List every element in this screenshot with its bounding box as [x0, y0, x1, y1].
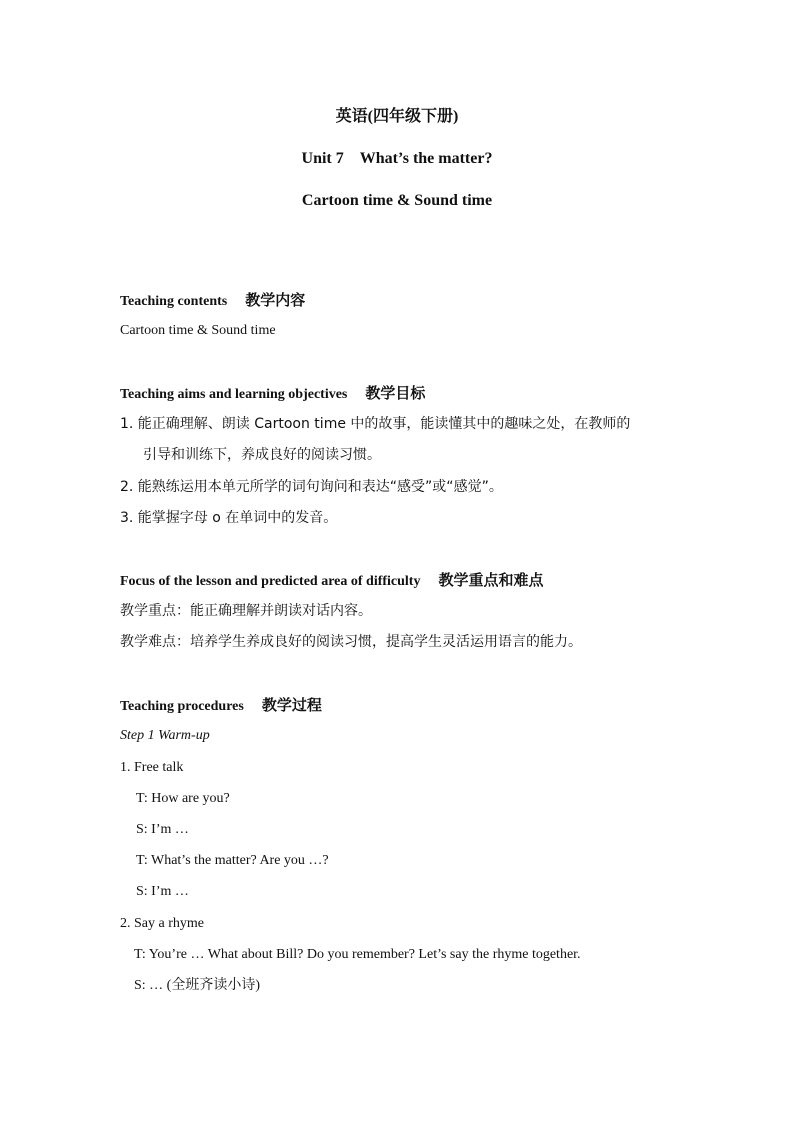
- focus-heading: [120, 571, 544, 591]
- aims-item-2: 2. 能熟练运用本单元所学的词句询问和表达“感受”或“感觉”。: [120, 479, 503, 495]
- procedures-line: T: What’s the matter? Are you …?: [136, 853, 329, 868]
- procedures-line: 1. Free talk: [120, 760, 184, 775]
- contents-heading: [120, 291, 305, 311]
- contents-heading-en: Teaching contents: [120, 294, 228, 309]
- contents-heading-zh: 教学内容: [245, 291, 306, 309]
- procedures-heading: [120, 696, 322, 716]
- contents-body: Cartoon time & Sound time: [120, 323, 276, 338]
- aims-item-1: 1. 能正确理解、朗读 Cartoon time 中的故事，能读懂其中的趣味之处，在教师的: [120, 416, 631, 432]
- aims-heading-zh: 教学目标: [365, 384, 426, 402]
- aims-item-1-cont: 引导和训练下，养成良好的阅读习惯。: [143, 447, 381, 463]
- procedures-heading-zh: 教学过程: [261, 696, 322, 714]
- procedures-line: S: I’m …: [136, 884, 189, 899]
- aims-item-3: 3. 能掌握字母 o 在单词中的发音。: [120, 510, 338, 526]
- focus-difficulty: 教学难点：培养学生养成良好的阅读习惯，提高学生灵活运用语言的能力。: [120, 634, 582, 650]
- doc-lesson-title: Cartoon time & Sound time: [301, 192, 493, 209]
- doc-unit-title: Unit 7 What’s the matter?: [301, 150, 493, 167]
- procedures-step-1: Step 1 Warm-up: [120, 728, 210, 743]
- procedures-line: T: How are you?: [136, 791, 230, 806]
- doc-subject-title: 英语(四年级下册): [335, 108, 459, 125]
- procedures-line: S: … (全班齐读小诗): [134, 978, 260, 993]
- focus-heading-en: Focus of the lesson and predicted area of difficulty: [120, 574, 421, 589]
- aims-heading: [120, 384, 425, 404]
- procedures-line: T: You’re … What about Bill? Do you remember? Let’s say the rhyme together.: [134, 947, 581, 962]
- procedures-heading-en: Teaching procedures: [120, 699, 244, 714]
- procedures-line: S: I’m …: [136, 822, 189, 837]
- focus-heading-zh: 教学重点和难点: [438, 571, 544, 589]
- procedures-line: 2. Say a rhyme: [120, 916, 204, 931]
- focus-key-point: 教学重点：能正确理解并朗读对话内容。: [120, 603, 372, 619]
- aims-heading-en: Teaching aims and learning objectives: [120, 387, 348, 402]
